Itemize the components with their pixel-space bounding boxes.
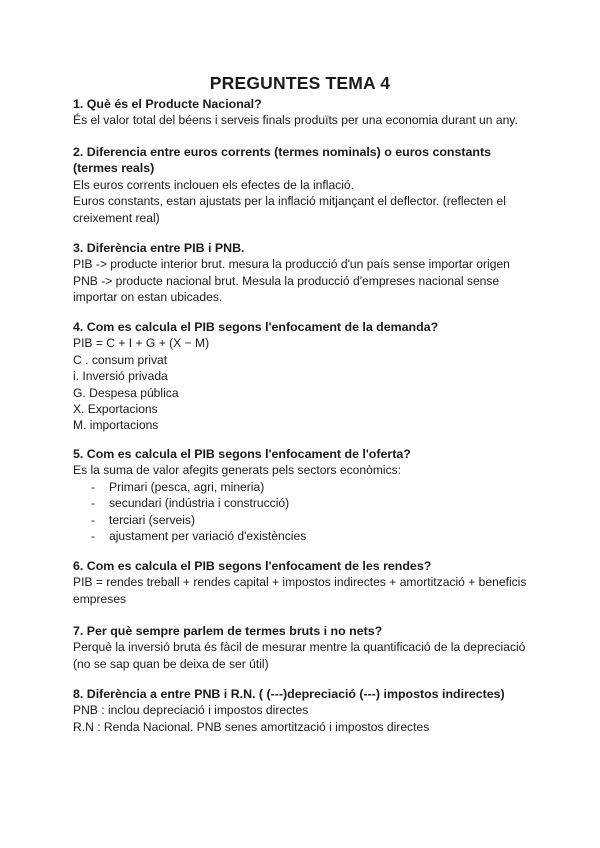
question-heading: 2. Diferencia entre euros corrents (termes nominals) o euros constants (termes reals) — [73, 145, 491, 176]
question-1 — [73, 96, 533, 129]
question-heading: 8. Diferència a entre PNB i R.N. ( (---)depreciació (---) impostos indirectes) — [73, 687, 505, 701]
question-3 — [73, 240, 533, 306]
answer-line: PIB -> producte interior brut. mesura la producció d'un país sense importar origen — [73, 257, 510, 272]
list-item: - Primari (pesca, agri, mineria) — [73, 479, 533, 495]
question-heading: 7. Per què sempre parlem de termes bruts i no nets? — [73, 624, 383, 638]
answer-line: X. Exportacions — [73, 402, 158, 417]
question-heading: 5. Com es calcula el PIB segons l'enfocament de l'oferta? — [73, 447, 411, 461]
answer-line: És el valor total del béens i serveis finals produïts per una economia durant un any. — [73, 113, 518, 128]
answer-line: Perquè la inversió bruta és fàcil de mesurar mentre la quantificació de la depreciació (no se sap quan be deixa de ser útil) — [73, 640, 526, 671]
answer-line: Euros constants, estan ajustats per la inflació mitjançant el deflector. (reflecten el creixement real) — [73, 194, 506, 225]
question-2 — [73, 144, 533, 226]
question-heading: 1. Què és el Producte Nacional? — [73, 97, 262, 111]
answer-line: PNB : inclou depreciació i impostos directes — [73, 703, 309, 718]
question-heading: 4. Com es calcula el PIB segons l'enfocament de la demanda? — [73, 320, 439, 334]
answer-line: Es la suma de valor afegits generats pels sectors econòmics: — [73, 463, 402, 478]
answer-line: i. Inversió privada — [73, 369, 168, 384]
question-8 — [73, 686, 533, 735]
question-7 — [73, 623, 533, 672]
answer-line: Els euros corrents inclouen els efectes de la inflació. — [73, 177, 354, 192]
answer-line: R.N : Renda Nacional. PNB senes amortització i impostos directes — [73, 719, 430, 734]
question-4 — [73, 319, 533, 434]
answer-line: C . consum privat — [73, 352, 168, 367]
page-title: PREGUNTES TEMA 4 — [209, 73, 391, 93]
question-heading: 3. Diferència entre PIB i PNB. — [73, 241, 245, 255]
question-heading: 6. Com es calcula el PIB segons l'enfocament de les rendes? — [73, 559, 432, 573]
answer-line: M. importacions — [73, 418, 159, 433]
list-item: - terciari (serveis) — [73, 512, 533, 528]
question-6 — [73, 558, 533, 607]
list-item: - secundari (indústria i construcció) — [73, 495, 533, 511]
answer-line: PNB -> producte nacional brut. Mesula la producció d'empreses nacional sense importar on estan ubicades. — [73, 273, 500, 305]
answer-line: PIB = C + I + G + (X − M) — [73, 336, 210, 351]
question-5 — [73, 446, 533, 544]
answer-line: G. Despesa pública — [73, 385, 179, 400]
answer-line: PIB = rendes treball + rendes capital + impostos indirectes + amortització + beneficis empreses — [73, 575, 527, 606]
list-item: - ajustament per variació d'existències — [73, 528, 533, 544]
sector-list — [73, 479, 533, 545]
